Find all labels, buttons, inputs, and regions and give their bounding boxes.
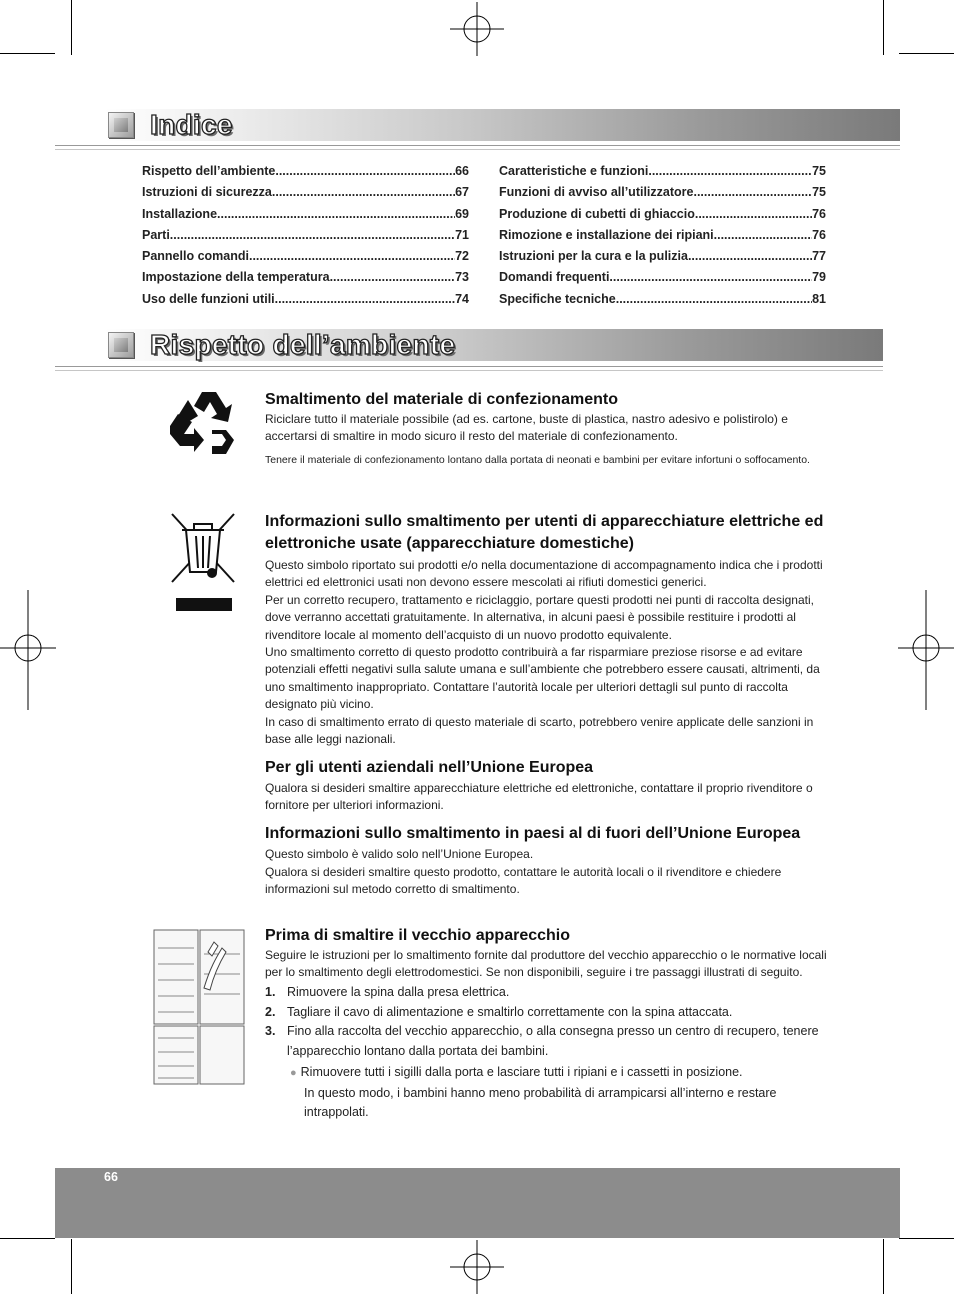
toc-entry[interactable]: Specifiche tecniche ..... 81: [499, 289, 826, 310]
weee-paragraph-2: Per un corretto recupero, trattamento e riciclaggio, portare questi prodotti nei punti di raccolta designati, dove verranno accettati gratuitamente. In alternativa, in alcuni paesi è possibile restituire i prodotti al rivenditore locale al momento dell’acquisto di un nuovo prodotto equivalente.: [265, 593, 814, 642]
fridge-illustration: [152, 928, 248, 1086]
environment-header-rule-2: [55, 370, 883, 371]
toc-right-column: [499, 161, 826, 310]
environment-header-bar: [104, 329, 883, 361]
packaging-warning: Tenere il materiale di confezionamento lontano dalla portata di neonati e bambini per evitare infortuni o soffocamento.: [265, 454, 810, 466]
packaging-heading: Smaltimento del materiale di confezionamento: [265, 391, 618, 408]
bullet-line-1: Rimuovere tutti i sigilli dalla porta e lasciare tutti i ripiani e i cassetti in posizione.: [300, 1065, 743, 1079]
toc-entry[interactable]: Uso delle funzioni utili ..... 74: [142, 289, 469, 310]
bullet-line-2: In questo modo, i bambini hanno meno probabilità di arrampicarsi all’interno e restare intrappolati.: [304, 1085, 777, 1119]
toc-left-column: [142, 161, 469, 310]
registration-mark-top: [450, 2, 504, 56]
registration-mark-left: [0, 590, 56, 710]
index-header-bar: [104, 109, 900, 141]
bullet-dot-icon: ●: [290, 1067, 297, 1079]
registration-mark-bottom: [450, 1240, 504, 1294]
bullet-note: [290, 1063, 810, 1123]
toc-entry[interactable]: Caratteristiche e funzioni ..... 75: [499, 161, 826, 182]
old-appliance-intro: Seguire le istruzioni per lo smaltimento fornite dal produttore del vecchio apparecchio o le normative locali per lo smaltimento degli elettrodomestici. Se non disponibili, seguire i tre passaggi illustrati di seguito.: [265, 948, 827, 980]
outside-eu-paragraph-1: Questo simbolo è valido solo nell’Unione Europea.: [265, 847, 534, 861]
toc-entry[interactable]: Pannello comandi ..... 72: [142, 246, 469, 267]
environment-header-rule: [55, 366, 883, 367]
disposal-steps-list: [265, 983, 830, 1061]
weee-paragraph-4: In caso di smaltimento errato di questo materiale di scarto, potrebbero venire applicate delle sanzioni in base alle leggi nazionali.: [265, 715, 814, 747]
section-square-icon: [108, 332, 134, 358]
crossed-bin-icon: [168, 510, 238, 614]
toc-entry[interactable]: Produzione di cubetti di ghiaccio ..... 76: [499, 204, 826, 225]
toc-entry[interactable]: Impostazione della temperatura ..... 73: [142, 267, 469, 288]
list-item: 1. Rimuovere la spina dalla presa elettrica.: [265, 985, 510, 999]
index-title: Indice: [150, 109, 233, 140]
weee-heading: Informazioni sullo smaltimento per utenti di apparecchiature elettriche ed elettroniche usate (apparecchiature domestiche): [265, 513, 824, 552]
business-heading: Per gli utenti aziendali nell’Unione Europea: [265, 759, 594, 776]
index-header-rule: [55, 145, 900, 146]
page-number: 66: [104, 1170, 118, 1184]
toc-entry[interactable]: Parti ..... 71: [142, 225, 469, 246]
toc-entry[interactable]: Rimozione e installazione dei ripiani ..... 76: [499, 225, 826, 246]
weee-paragraph-1: Questo simbolo riportato sui prodotti e/o nella documentazione di accompagnamento indica che i prodotti elettrici ed elettronici usati non devono essere mescolati ai rifiuti domestici generici.: [265, 558, 823, 590]
section-square-icon: [108, 112, 134, 138]
toc-entry[interactable]: Domandi frequenti ..... 79: [499, 267, 826, 288]
toc-entry[interactable]: Rispetto dell’ambiente ..... 66: [142, 161, 469, 182]
packaging-text: Riciclare tutto il materiale possibile (ad es. cartone, buste di plastica, nastro adesivo e polistirolo) e accertarsi di smaltire in modo sicuro il resto del materiale di confezionamento.: [265, 412, 788, 444]
toc-entry[interactable]: Istruzioni di sicurezza ..... 67: [142, 182, 469, 203]
weee-paragraph-3: Uno smaltimento corretto di questo prodotto contribuirà a far risparmiare preziose risorse e ad evitare potenziali effetti negativi sulla salute umana e sull’ambiente che potrebbero essere causati, altrimenti, da uno smaltimento inappropriato. Contattare l’autorità locale per ulteriori dettagli sul punto di raccolta designato più vicino.: [265, 645, 820, 712]
outside-eu-paragraph-2: Qualora si desideri smaltire questo prodotto, contattare le autorità locali o il rivenditore e chiedere informazioni sul metodo corretto di smaltimento.: [265, 865, 782, 897]
page-footer: [55, 1168, 900, 1238]
registration-mark-right: [898, 590, 954, 710]
environment-title: Rispetto dell’ambiente: [150, 329, 456, 360]
toc-entry[interactable]: Istruzioni per la cura e la pulizia ..... 77: [499, 246, 826, 267]
business-text: Qualora si desideri smaltire apparecchiature elettriche ed elettroniche, contattare il proprio rivenditore o fornitore per ulteriori informazioni.: [265, 781, 813, 813]
toc-entry[interactable]: Installazione ..... 69: [142, 204, 469, 225]
old-appliance-heading: Prima di smaltire il vecchio apparecchio: [265, 927, 571, 944]
list-item: 3. Fino alla raccolta del vecchio apparecchio, o alla consegna presso un centro di recupero, tenere l’apparecchio lontano dalla portata dei bambini.: [265, 1024, 819, 1058]
index-header-rule-2: [55, 149, 900, 150]
toc-entry[interactable]: Funzioni di avviso all’utilizzatore ..... 75: [499, 182, 826, 203]
list-item: 2. Tagliare il cavo di alimentazione e smaltirlo correttamente con la spina attaccata.: [265, 1004, 733, 1019]
outside-eu-heading: Informazioni sullo smaltimento in paesi al di fuori dell’Unione Europea: [265, 825, 801, 842]
recycle-icon: [166, 390, 238, 458]
